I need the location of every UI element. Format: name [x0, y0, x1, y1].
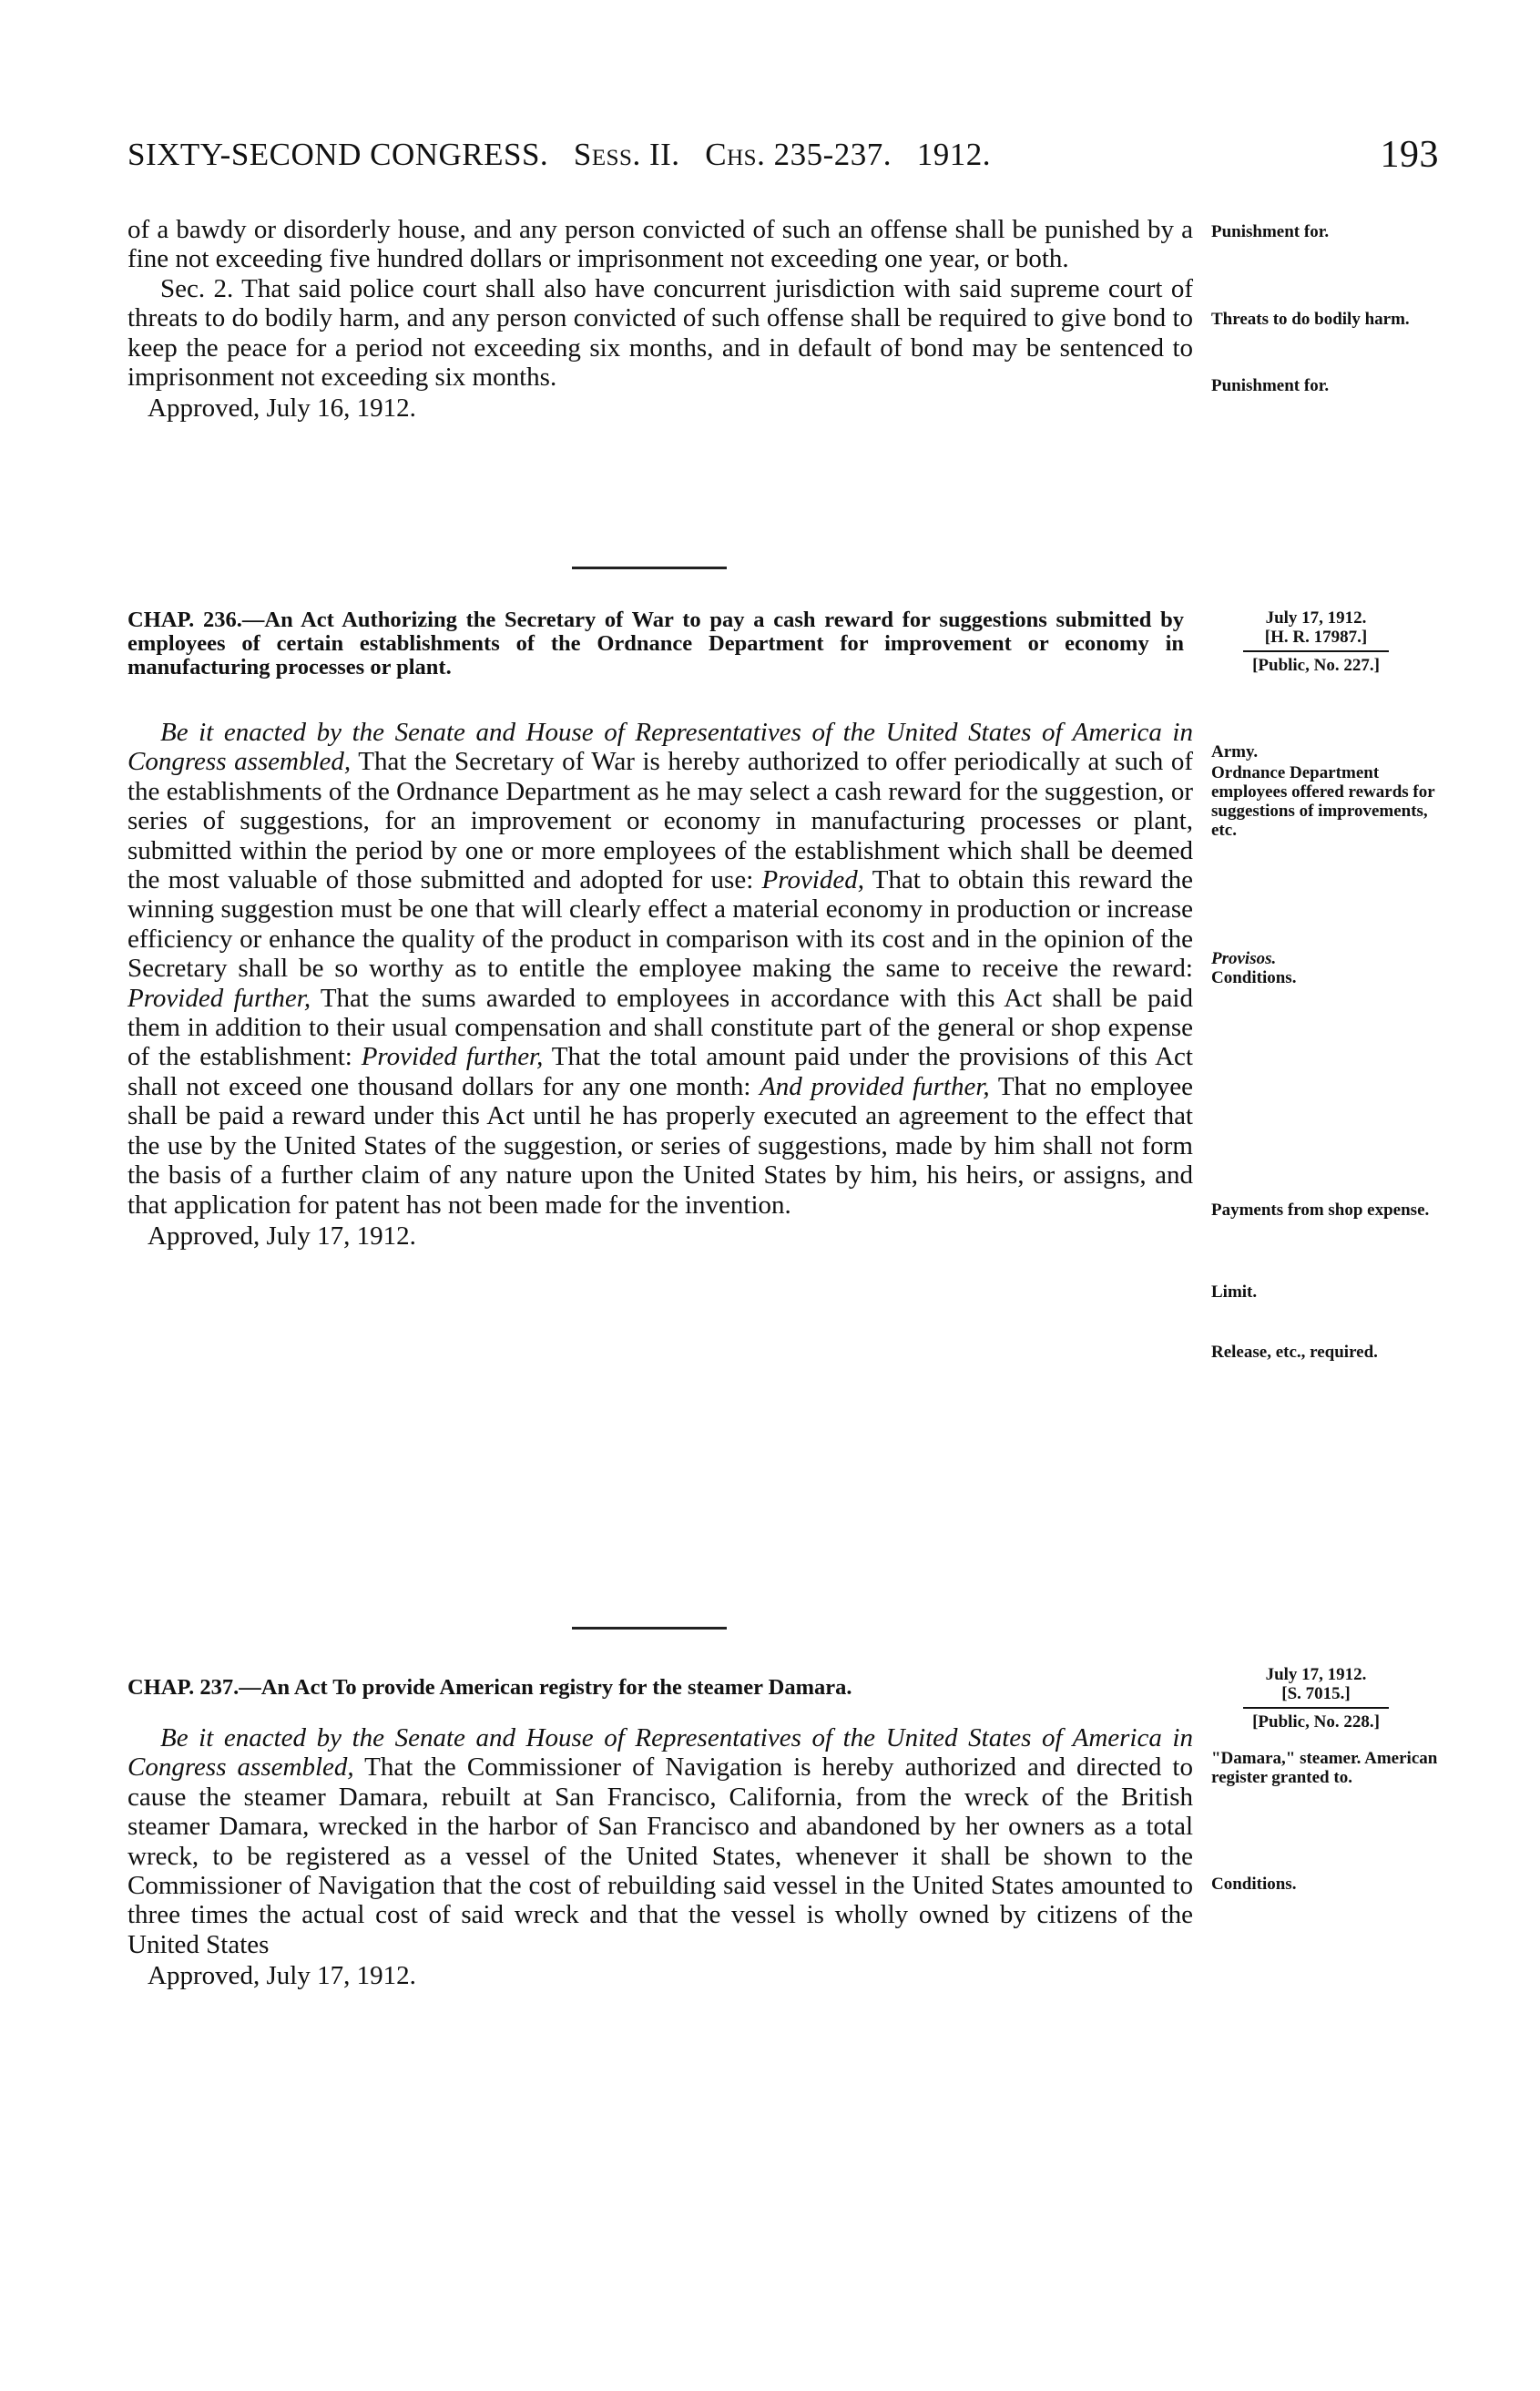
margin-note-threats: Threats to do bodily harm. [1211, 310, 1410, 329]
chap-237-body [127, 1723, 1193, 1959]
chap-237-enacting-clause: Be it enacted by the Senate and House of Representatives of the United States of America in Congress assembled, [127, 1723, 1193, 1783]
chap-236-provided-2: Provided further, [127, 983, 311, 1013]
chapters-label: Chs. 235-237. [705, 137, 892, 172]
chap-236-title [127, 608, 1184, 679]
section-235-para-1: of a bawdy or disorderly house, and any person convicted of such an offense shall be punished by a fine not exceeding five hundred dollars or imprisonment not exceeding one year, or both. [127, 215, 1193, 274]
chap-237-public: [Public, No. 228.] [1252, 1712, 1380, 1732]
chap-236-body-2: That to obtain this reward the winning suggestion must be one that will clearly effect a material economy in production or increase efficiency or enhance the quality of the product in comparison with its cost and in the opinion of the Secretary shall be so worthy as to entitle the employee making the same to receive the reward: [127, 865, 1193, 984]
section-235-approved: Approved, July 16, 1912. [148, 393, 416, 424]
chap-237-date: July 17, 1912. [1265, 1665, 1367, 1684]
margin-note-conditions-236: Conditions. [1211, 968, 1297, 987]
chap-236-body-5: That no employee shall be paid a reward under this Act until he has properly executed an agreement to the effect that the use by the United States of the suggestion, or series of suggestions, made by him shall not form the basis of a further claim of any nature upon the United States by him, his heirs, or assigns, and that application for patent has not been made for the invention. [127, 1071, 1193, 1220]
chap-236-body-3: That the sums awarded to employees in accordance with this Act shall be paid them in addition to their usual compensation and shall constitute part of the general or shop expense of the establishment: [127, 983, 1193, 1072]
chap-236-provided-3: Provided further, [361, 1042, 544, 1072]
chap-236-date: July 17, 1912. [1265, 608, 1367, 628]
chap-236-body [127, 718, 1193, 1220]
chap-237-bill: [S. 7015.] [1281, 1684, 1351, 1703]
margin-note-conditions-237: Conditions. [1211, 1875, 1297, 1894]
chap-237-text [127, 1723, 1193, 1991]
page-number: 193 [1380, 134, 1439, 176]
chap-236-enacting-clause: Be it enacted by the Senate and House of Representatives of the United States of America in Congress assembled, [127, 718, 1193, 777]
margin-note-release: Release, etc., required. [1211, 1343, 1378, 1362]
chap-237-title-text: —An Act To provide American registry for the steamer Damara. [239, 1675, 852, 1700]
margin-note-punishment-1: Punishment for. [1211, 222, 1330, 241]
margin-note-ordnance: Ordnance Department employees offered rewards for suggestions of improvements, etc. [1211, 763, 1435, 840]
margin-note-punishment-2: Punishment for. [1211, 376, 1330, 395]
chap-236-public: [Public, No. 227.] [1252, 656, 1380, 675]
chap-236-body-4: That the total amount paid under the provisions of this Act shall not exceed one thousand dollars for any one month: [127, 1042, 1193, 1101]
chap-236-title-text: —An Act Authorizing the Secretary of War to pay a cash reward for suggestions submitted by employees of certain establishments of the Ordnance Department for improvement or economy in manufacturing processes or plant. [127, 608, 1184, 679]
chap-236-rule [1243, 650, 1389, 652]
chap-236-bill: [H. R. 17987.] [1264, 628, 1368, 647]
section-divider-1 [572, 567, 727, 569]
margin-note-provisos [1211, 949, 1448, 987]
chap-236-provided-1: Provided, [761, 865, 864, 895]
chap-237-date-block [1202, 1665, 1430, 1732]
running-head [127, 134, 1439, 182]
session-label: Sess. II. [573, 137, 680, 172]
chap-237-approved: Approved, July 17, 1912. [148, 1961, 416, 1991]
chap-236-date-block [1202, 608, 1430, 675]
margin-note-limit: Limit. [1211, 1282, 1258, 1302]
congress-label: SIXTY-SECOND CONGRESS. [127, 137, 549, 172]
chap-236-body-1: That the Secretary of War is hereby authorized to offer periodically at such of the establishments of the Ordnance Department as he may select a cash reward for the suggestion, or series of suggestions, for an improvement or economy in manufacturing processes or plant, submitted within the period by one or more employees of the establishment which shall be deemed the most valuable of those submitted and adopted for use: [127, 747, 1193, 895]
margin-note-provisos-text: Provisos. [1211, 949, 1277, 968]
running-head-text [127, 137, 991, 173]
chap-236-number: CHAP. 236. [127, 608, 242, 632]
section-235-para-2: Sec. 2. That said police court shall also have concurrent jurisdiction with said supreme court of threats to do bodily harm, and any person convicted of such offense shall be required to give bond to keep the peace for a period not exceeding six months, and in default of bond may be sentenced to imprisonment not exceeding six months. [127, 273, 1193, 393]
chap-237-rule [1243, 1707, 1389, 1709]
margin-note-payments: Payments from shop expense. [1211, 1201, 1430, 1220]
section-235-text [127, 215, 1193, 424]
margin-note-army: Army. [1211, 742, 1259, 761]
chap-237-number: CHAP. 237. [127, 1675, 240, 1700]
year-label: 1912. [916, 137, 991, 172]
chap-236-approved: Approved, July 17, 1912. [148, 1221, 416, 1251]
chap-236-text [127, 718, 1193, 1251]
margin-note-damara: "Damara," steamer. American register granted to. [1211, 1749, 1438, 1787]
section-divider-2 [572, 1627, 727, 1630]
chap-237-body-text: That the Commissioner of Navigation is hereby authorized and directed to cause the steamer Damara, rebuilt at San Francisco, California, from the wreck of the British steamer Damara, wrecked in the harbor of San Francisco and abandoned by her owners as a total wreck, to be registered as a vessel of the United States, whenever it shall be shown to the Commissioner of Navigation that the cost of rebuilding said vessel in the United States amounted to three times the actual cost of said wreck and that the vessel is wholly owned by citizens of the United States [127, 1752, 1193, 1959]
chap-236-provided-4: And provided further, [760, 1071, 990, 1101]
chap-237-title [127, 1676, 1184, 1700]
